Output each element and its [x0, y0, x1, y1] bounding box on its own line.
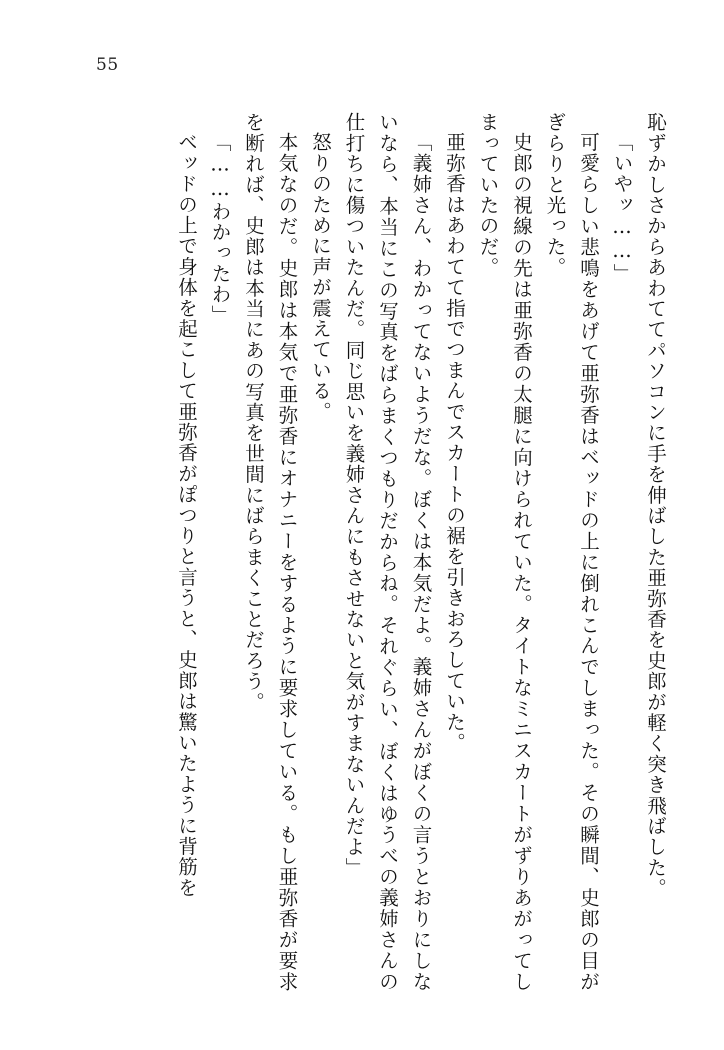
- paragraph: ベッドの上で身体を起こして亜弥香がぽつりと言うと、史郎は驚いたように背筋を: [175, 132, 198, 898]
- page-number: 55: [96, 55, 119, 75]
- paragraph: 史郎の視線の先は亜弥香の太腿に向けられていた。タイトなミニスカートがずりあがってしまっていたのだ。: [476, 112, 533, 992]
- paragraph: 「……わかったわ」: [208, 132, 232, 326]
- paragraph: 亜弥香はあわてて指でつまんでスカートの裾を引きおろしていた。: [443, 132, 466, 753]
- paragraph: 恥ずかしさからあわててパソコンに手を伸ばした亜弥香を史郎が軽く突き飛ばした。: [644, 112, 667, 899]
- paragraph: 本気なのだ。史郎は本気で亜弥香にオナニーをするように要求している。もし亜弥香が要求を断れば、史郎は本当にあの写真を世間にばらまくことだろう。: [242, 112, 299, 992]
- paragraph: 怒りのために声が震えている。: [309, 132, 332, 422]
- paragraph: 「義姉さん、わかってないようだな。ぼくは本気だよ。義姉さんがぼくの言うとおりにしないなら、本当にこの写真をばらまくつもりだからね。それぐらい、ぼくはゆうべの義姉さんの仕打ちに傷ついたんだ。同じ思いを義姉さんにもさせないと気がすまないんだよ」: [342, 112, 433, 992]
- paragraph: 可愛らしい悲鳴をあげて亜弥香はベッドの上に倒れこんでしまった。その瞬間、史郎の目がぎらりと光った。: [543, 112, 600, 992]
- page-body-text: [62, 112, 672, 992]
- paragraph: 「いやッ……」: [610, 132, 634, 284]
